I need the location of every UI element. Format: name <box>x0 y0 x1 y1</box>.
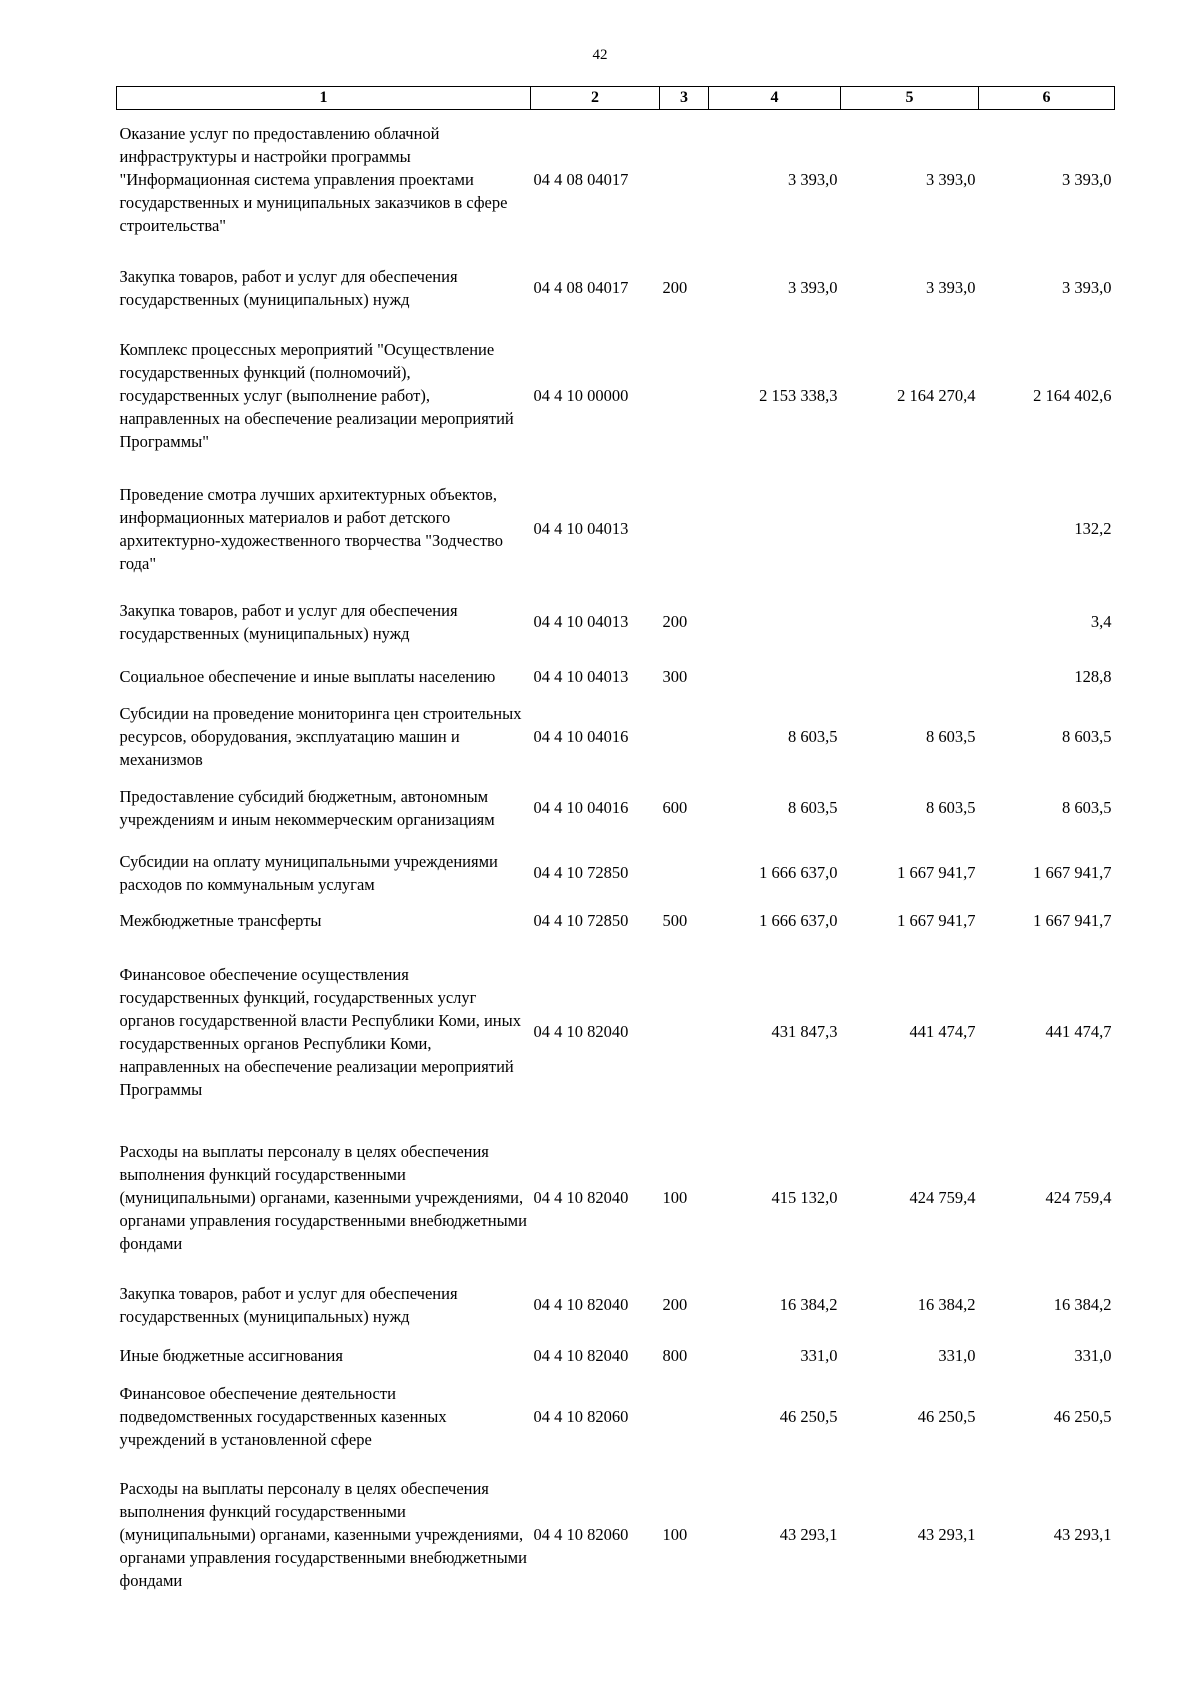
row-value-1 <box>709 652 841 702</box>
row-value-2: 8 603,5 <box>926 727 976 746</box>
row-name: Субсидии на оплату муниципальными учреждениями расходов по коммунальным услугам <box>119 851 498 894</box>
row-code: 04 4 10 82040 <box>533 1295 629 1314</box>
budget-table <box>116 86 1115 1610</box>
row-value-3: 1 667 941,7 <box>1033 863 1112 882</box>
header-row <box>117 87 1115 110</box>
row-value-1: 1 666 637,0 <box>759 911 838 930</box>
row-type <box>660 844 709 902</box>
column-header: 4 <box>709 87 841 110</box>
row-value-3: 424 759,4 <box>1045 1188 1112 1207</box>
table-row <box>117 1338 1115 1374</box>
row-value-1: 331,0 <box>800 1346 838 1365</box>
row-value-2: 1 667 941,7 <box>897 911 976 930</box>
row-code: 04 4 10 00000 <box>533 386 629 405</box>
row-value-1: 3 393,0 <box>788 278 838 297</box>
table-row <box>117 940 1115 1124</box>
row-type <box>660 466 709 592</box>
row-value-1: 8 603,5 <box>788 798 838 817</box>
row-value-2 <box>841 592 979 652</box>
row-name: Расходы на выплаты персоналу в целях обеспечения выполнения функций государственными (муниципальными) органами, казенными учреждениями, органами управления государственными внебюджетными фондами <box>119 1479 527 1590</box>
row-code: 04 4 10 82060 <box>533 1525 629 1544</box>
table-row <box>117 702 1115 772</box>
table-row <box>117 1460 1115 1610</box>
row-value-2: 2 164 270,4 <box>897 386 976 405</box>
column-header: 5 <box>841 87 979 110</box>
table-row <box>117 772 1115 844</box>
row-name: Проведение смотра лучших архитектурных объектов, информационных материалов и работ детского архитектурно-художественного творчества "Зодчество года" <box>119 484 503 573</box>
row-name: Закупка товаров, работ и услуг для обеспечения государственных (муниципальных) нужд <box>119 266 458 309</box>
row-value-2: 3 393,0 <box>926 170 976 190</box>
row-value-2: 43 293,1 <box>917 1525 976 1544</box>
table-row <box>117 844 1115 902</box>
row-value-3: 8 603,5 <box>1062 798 1112 817</box>
row-name: Социальное обеспечение и иные выплаты населению <box>119 667 496 686</box>
row-name: Субсидии на проведение мониторинга цен строительных ресурсов, оборудования, эксплуатацию машин и механизмов <box>119 704 522 769</box>
row-type <box>660 110 709 250</box>
row-value-2: 3 393,0 <box>926 278 976 297</box>
row-value-3: 2 164 402,6 <box>1033 386 1112 405</box>
column-header: 2 <box>531 87 660 110</box>
row-value-3: 441 474,7 <box>1045 1022 1112 1041</box>
page-number: 42 <box>592 47 608 63</box>
row-code: 04 4 10 04016 <box>533 727 629 746</box>
row-value-2: 424 759,4 <box>909 1188 976 1207</box>
row-name: Расходы на выплаты персоналу в целях обеспечения выполнения функций государственными (муниципальными) органами, казенными учреждениями, органами управления государственными внебюджетными фондами <box>119 1142 527 1253</box>
row-code: 04 4 10 82040 <box>533 1346 629 1365</box>
row-code: 04 4 10 04013 <box>533 612 629 631</box>
row-code: 04 4 08 04017 <box>533 278 629 297</box>
row-type: 500 <box>662 911 688 930</box>
row-type: 800 <box>662 1346 688 1365</box>
row-value-1: 43 293,1 <box>779 1525 838 1544</box>
row-value-2: 441 474,7 <box>909 1022 976 1041</box>
row-name: Комплекс процессных мероприятий "Осуществление государственных функций (полномочий), государственных услуг (выполнение работ), направленных на обеспечение реализации мероприятий Программы" <box>119 340 514 451</box>
row-value-3: 43 293,1 <box>1053 1525 1112 1544</box>
row-value-2: 46 250,5 <box>917 1407 976 1426</box>
row-value-2: 1 667 941,7 <box>897 863 976 882</box>
row-name: Иные бюджетные ассигнования <box>119 1346 343 1365</box>
row-type: 600 <box>662 798 688 817</box>
row-type <box>660 702 709 772</box>
table-row <box>117 326 1115 466</box>
row-value-1: 16 384,2 <box>779 1295 838 1314</box>
column-header: 6 <box>979 87 1115 110</box>
row-type <box>660 1374 709 1460</box>
row-value-3: 128,8 <box>1074 667 1112 686</box>
row-value-1: 431 847,3 <box>771 1022 838 1041</box>
row-type <box>660 326 709 466</box>
row-code: 04 4 10 72850 <box>533 863 629 882</box>
row-code: 04 4 10 82060 <box>533 1407 629 1426</box>
row-value-1: 1 666 637,0 <box>759 863 838 882</box>
row-type: 300 <box>662 667 688 686</box>
table-row <box>117 592 1115 652</box>
row-name: Закупка товаров, работ и услуг для обеспечения государственных (муниципальных) нужд <box>119 1283 458 1326</box>
row-value-1 <box>709 466 841 592</box>
row-value-2 <box>841 466 979 592</box>
table-row <box>117 652 1115 702</box>
row-type: 100 <box>662 1188 688 1207</box>
row-value-1: 2 153 338,3 <box>759 386 838 405</box>
row-value-1: 415 132,0 <box>771 1188 838 1207</box>
row-code: 04 4 10 04013 <box>533 667 629 686</box>
row-name: Оказание услуг по предоставлению облачной инфраструктуры и настройки программы "Информационная система управления проектами государственных и муниципальных заказчиков в сфере строительства" <box>119 124 508 236</box>
row-type: 200 <box>662 1295 688 1314</box>
table-row <box>117 250 1115 326</box>
row-value-2 <box>841 652 979 702</box>
row-value-2: 8 603,5 <box>926 798 976 817</box>
row-value-2: 16 384,2 <box>917 1295 976 1314</box>
row-code: 04 4 08 04017 <box>533 170 629 190</box>
column-header: 1 <box>117 87 531 110</box>
row-value-3: 3 393,0 <box>1062 170 1112 190</box>
row-value-3: 46 250,5 <box>1053 1407 1112 1426</box>
row-value-3: 1 667 941,7 <box>1033 911 1112 930</box>
column-header: 3 <box>660 87 709 110</box>
row-value-1: 8 603,5 <box>788 727 838 746</box>
row-value-1 <box>709 592 841 652</box>
row-type: 100 <box>662 1525 688 1544</box>
row-value-1: 3 393,0 <box>788 170 838 190</box>
row-code: 04 4 10 72850 <box>533 911 629 930</box>
table-row <box>117 110 1115 250</box>
table-row <box>117 1272 1115 1338</box>
row-name: Предоставление субсидий бюджетным, автономным учреждениям и иным некоммерческим организациям <box>119 786 495 829</box>
row-name: Финансовое обеспечение осуществления государственных функций, государственных услуг органов государственной власти Республики Коми, иных государственных органов Республики Коми, направленных на обеспечение реализации мероприятий Программы <box>119 964 521 1099</box>
row-value-2: 331,0 <box>938 1346 976 1365</box>
row-code: 04 4 10 82040 <box>533 1188 629 1207</box>
row-value-3: 8 603,5 <box>1062 727 1112 746</box>
row-value-3: 3 393,0 <box>1062 278 1112 297</box>
row-type: 200 <box>662 612 688 631</box>
row-value-3: 331,0 <box>1074 1346 1112 1365</box>
row-type: 200 <box>662 278 688 297</box>
row-value-3: 3,4 <box>1090 612 1112 631</box>
table-row <box>117 1124 1115 1272</box>
row-value-1: 46 250,5 <box>779 1407 838 1426</box>
row-name: Межбюджетные трансферты <box>119 911 322 930</box>
row-code: 04 4 10 04016 <box>533 798 629 817</box>
row-type <box>660 940 709 1124</box>
table-row <box>117 902 1115 940</box>
row-name: Закупка товаров, работ и услуг для обеспечения государственных (муниципальных) нужд <box>119 600 458 643</box>
row-value-3: 16 384,2 <box>1053 1295 1112 1314</box>
table-row <box>117 1374 1115 1460</box>
row-name: Финансовое обеспечение деятельности подведомственных государственных казенных учреждений в установленной сфере <box>119 1384 447 1449</box>
row-value-3: 132,2 <box>1074 519 1112 538</box>
table-row <box>117 466 1115 592</box>
row-code: 04 4 10 82040 <box>533 1022 629 1041</box>
row-code: 04 4 10 04013 <box>533 519 629 538</box>
